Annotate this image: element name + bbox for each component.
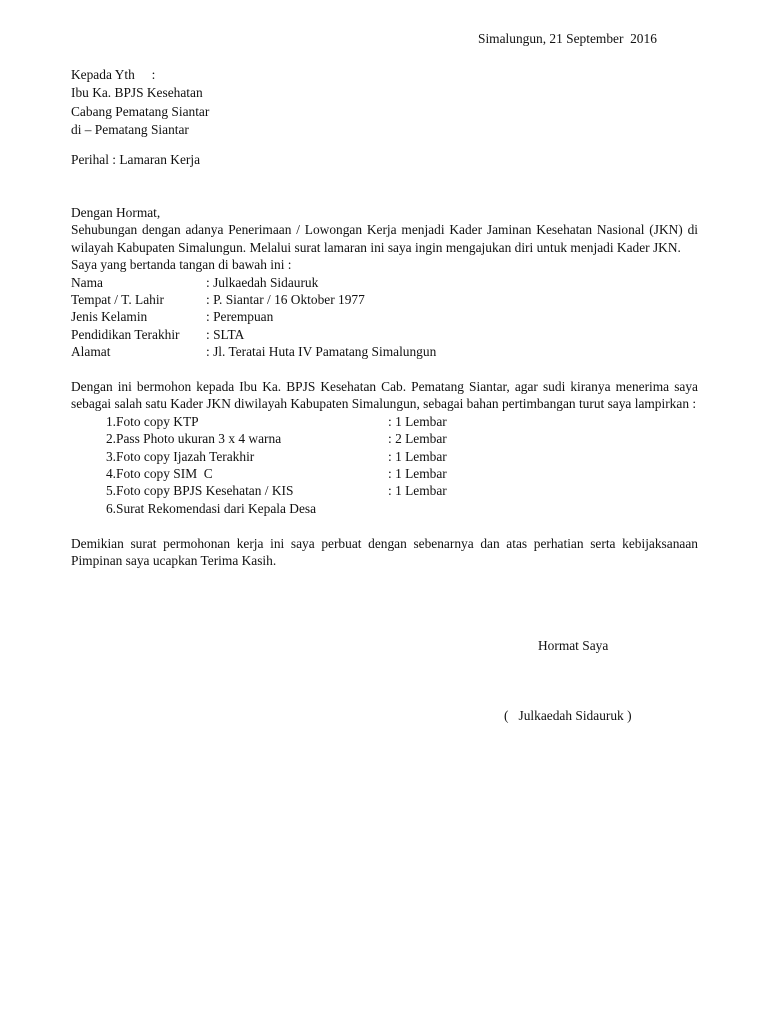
attachment-quantity: : 1 Lembar	[388, 483, 447, 499]
list-item	[71, 448, 698, 465]
recipient-line: Kepada Yth :	[71, 67, 156, 82]
list-item	[71, 465, 698, 482]
detail-value: : SLTA	[206, 326, 245, 342]
recipient-line: Cabang Pematang Siantar	[71, 103, 210, 119]
greeting: Dengan Hormat,	[71, 205, 161, 220]
detail-value: : Julkaedah Sidauruk	[206, 274, 319, 290]
attachment-item: Foto copy Ijazah Terakhir	[116, 448, 255, 464]
attachment-item: Foto copy BPJS Kesehatan / KIS	[116, 483, 294, 499]
attachment-quantity: : 1 Lembar	[388, 413, 447, 429]
spacer	[71, 361, 698, 379]
detail-row	[71, 274, 698, 291]
signature-name: ( Julkaedah Sidauruk )	[504, 708, 632, 723]
detail-row	[71, 291, 698, 308]
detail-value: : Perempuan	[206, 309, 274, 325]
undersigned-statement: Saya yang bertanda tangan di bawah ini :	[71, 257, 292, 273]
list-number: 1.	[105, 413, 116, 429]
list-number: 6.	[105, 500, 116, 516]
attachment-item: Foto copy SIM C	[116, 466, 213, 482]
list-item	[71, 413, 698, 430]
spacer	[71, 517, 698, 535]
detail-label: Alamat	[71, 344, 111, 360]
detail-label: Nama	[71, 274, 103, 290]
list-number: 4.	[105, 466, 116, 482]
attachment-list	[71, 413, 698, 517]
detail-label: Pendidikan Terakhir	[71, 326, 180, 342]
detail-label: Tempat / T. Lahir	[71, 292, 165, 308]
letter-subject: Perihal : Lamaran Kerja	[71, 152, 201, 167]
closing-paragraph: Demikian surat permohonan kerja ini saya perbuat dengan sebenarnya dan atas perhatian serta kebijaksanaan Pimpinan saya ucapkan Terima Kasih.	[71, 535, 698, 569]
list-item	[71, 500, 698, 517]
place-date: Simalungun, 21 September 2016	[478, 31, 657, 46]
detail-row	[71, 326, 698, 343]
detail-row	[71, 308, 698, 325]
recipient-address	[71, 66, 209, 139]
list-number: 3.	[105, 448, 116, 464]
detail-label: Jenis Kelamin	[71, 309, 148, 325]
list-item	[71, 482, 698, 499]
detail-row	[71, 343, 698, 360]
attachment-quantity: : 1 Lembar	[388, 466, 447, 482]
closing-salutation: Hormat Saya	[538, 638, 609, 653]
detail-value: : P. Siantar / 16 Oktober 1977	[206, 292, 365, 308]
recipient-line: Ibu Ka. BPJS Kesehatan	[71, 85, 203, 101]
applicant-details	[71, 274, 698, 361]
attachment-item: Surat Rekomendasi dari Kepala Desa	[116, 500, 317, 516]
detail-value: : Jl. Teratai Huta IV Pamatang Simalungun	[206, 344, 437, 360]
list-number: 2.	[105, 431, 116, 447]
list-item	[71, 430, 698, 447]
attachment-quantity: : 2 Lembar	[388, 431, 447, 447]
letter-body	[71, 204, 698, 570]
attachment-item: Pass Photo ukuran 3 x 4 warna	[116, 431, 282, 447]
request-paragraph: Dengan ini bermohon kepada Ibu Ka. BPJS Kesehatan Cab. Pematang Siantar, agar sudi kiranya menerima saya sebagai salah satu Kader JKN diwilayah Kabupaten Simalungun, sebagai bahan pertimbangan turut saya lampirkan :	[71, 379, 698, 412]
intro-paragraph: Sehubungan dengan adanya Penerimaan / Lowongan Kerja menjadi Kader Jaminan Kesehatan Nasional (JKN) di wilayah Kabupaten Simalungun. Melalui surat lamaran ini saya ingin mengajukan diri untuk menjadi Kader JKN.	[71, 222, 698, 255]
recipient-line: di – Pematang Siantar	[71, 121, 189, 137]
list-number: 5.	[105, 483, 116, 499]
attachment-quantity: : 1 Lembar	[388, 448, 447, 464]
attachment-item: Foto copy KTP	[116, 413, 199, 429]
